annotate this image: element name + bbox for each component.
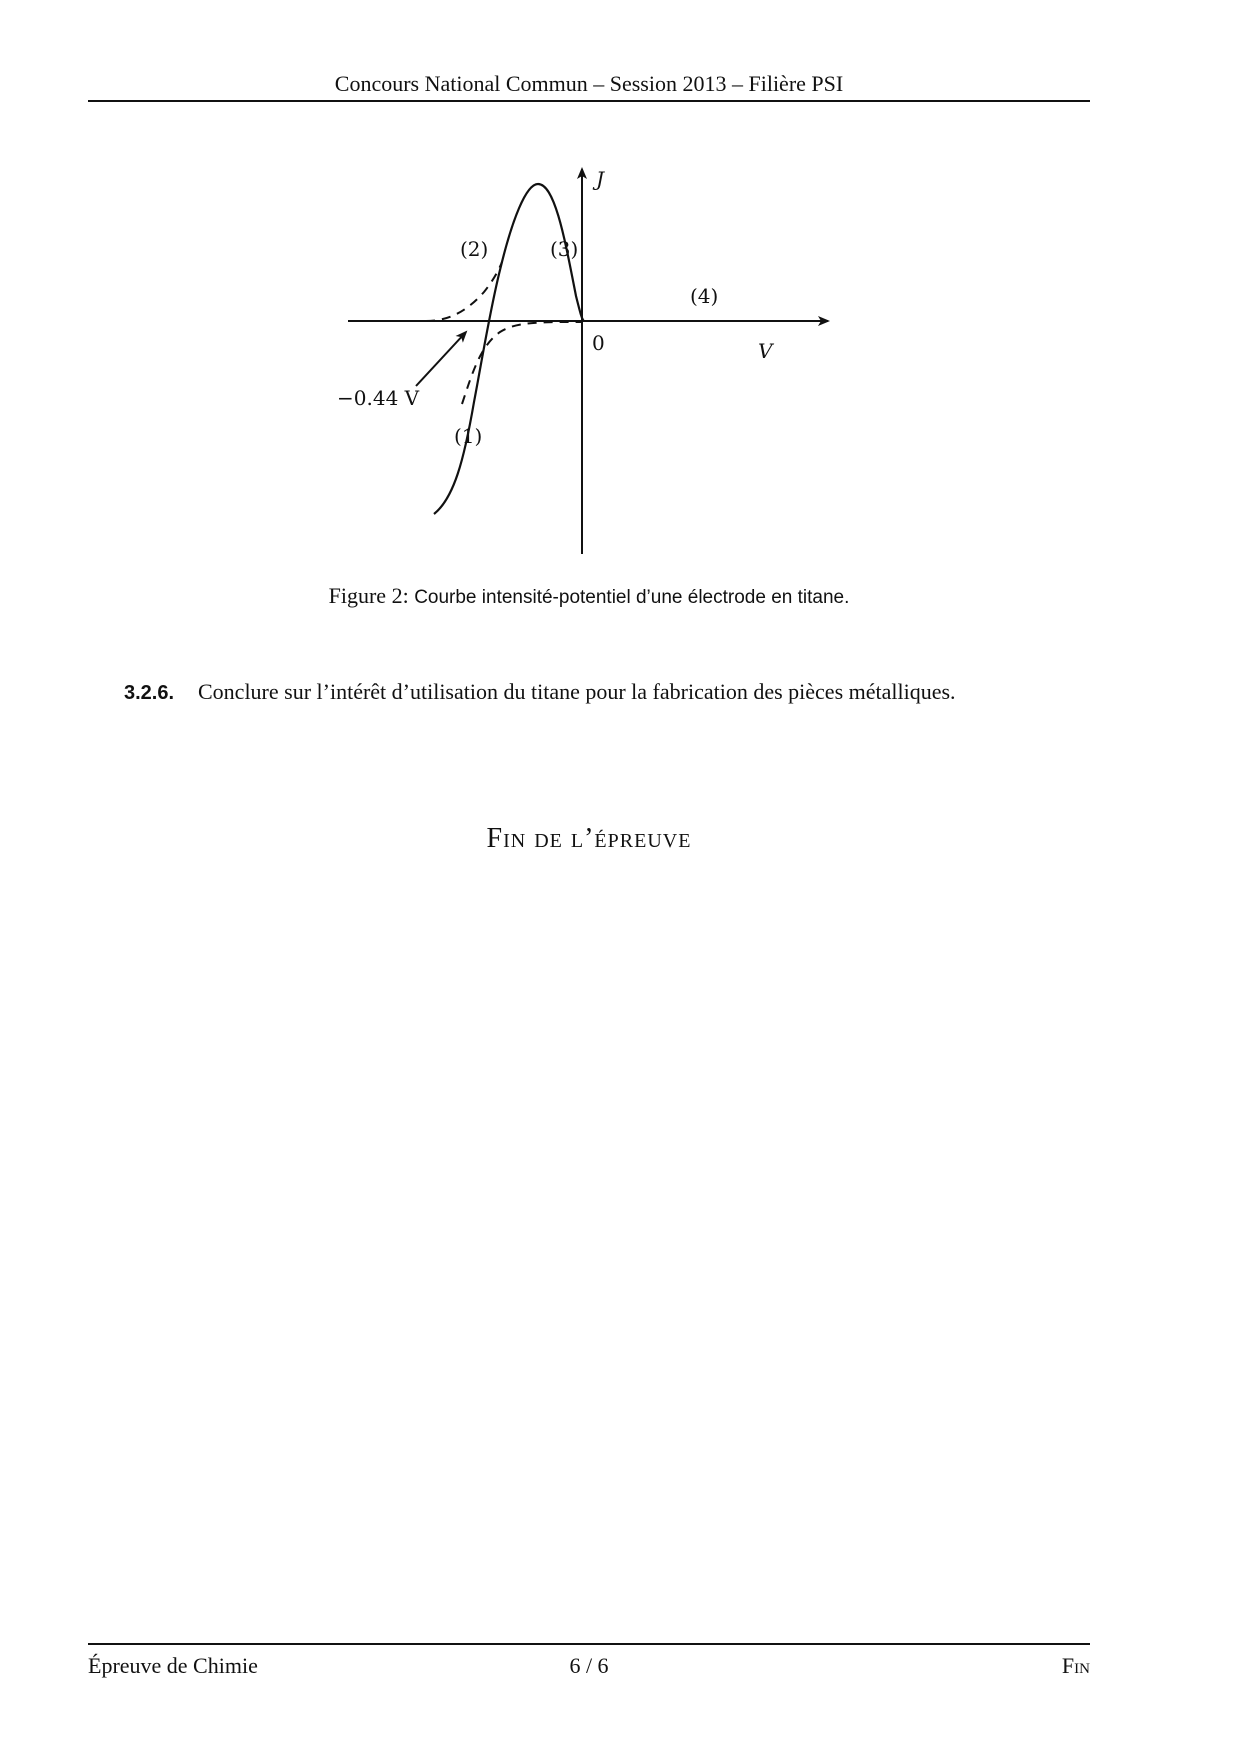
question-number: 3.2.6.	[124, 682, 175, 704]
figure-caption	[88, 582, 1090, 612]
question-text: Conclure sur l’intérêt d’utilisation du titane pour la fabrication des pièces métalliques.	[198, 679, 956, 704]
curve-label-3: (3)	[550, 237, 579, 261]
footer-divider	[88, 1643, 1090, 1645]
axis-y-label: J	[596, 167, 605, 191]
footer-end-mark: Fin	[1061, 1653, 1090, 1678]
curve-label-2: (2)	[460, 237, 489, 261]
figure-caption-prefix: Figure 2:	[328, 583, 409, 608]
curve-label-1: (1)	[454, 424, 483, 448]
figure-2-current-potential-curve	[337, 160, 840, 560]
potential-label: −0.44 V	[337, 386, 420, 410]
page-header-title: Concours National Commun – Session 2013 – Filière PSI	[334, 71, 844, 96]
figure-caption-text: Courbe intensité-potentiel d’une électrode en titane.	[414, 587, 850, 608]
footer-subject: Épreuve de Chimie	[88, 1653, 258, 1678]
curve-label-4: (4)	[690, 284, 719, 308]
footer-page-number: 6 / 6	[569, 1653, 609, 1678]
header-divider	[88, 100, 1090, 102]
curve-solid-1-2-3	[434, 184, 584, 514]
potential-pointer-arrow	[416, 332, 466, 386]
origin-label: 0	[592, 331, 605, 355]
axis-x-label: V	[758, 339, 773, 363]
curve-dashed-lower	[462, 322, 582, 404]
curve-plot	[337, 160, 840, 560]
question-3-2-6	[124, 678, 1090, 707]
end-of-exam-title: Fin de l’épreuve	[486, 823, 692, 854]
